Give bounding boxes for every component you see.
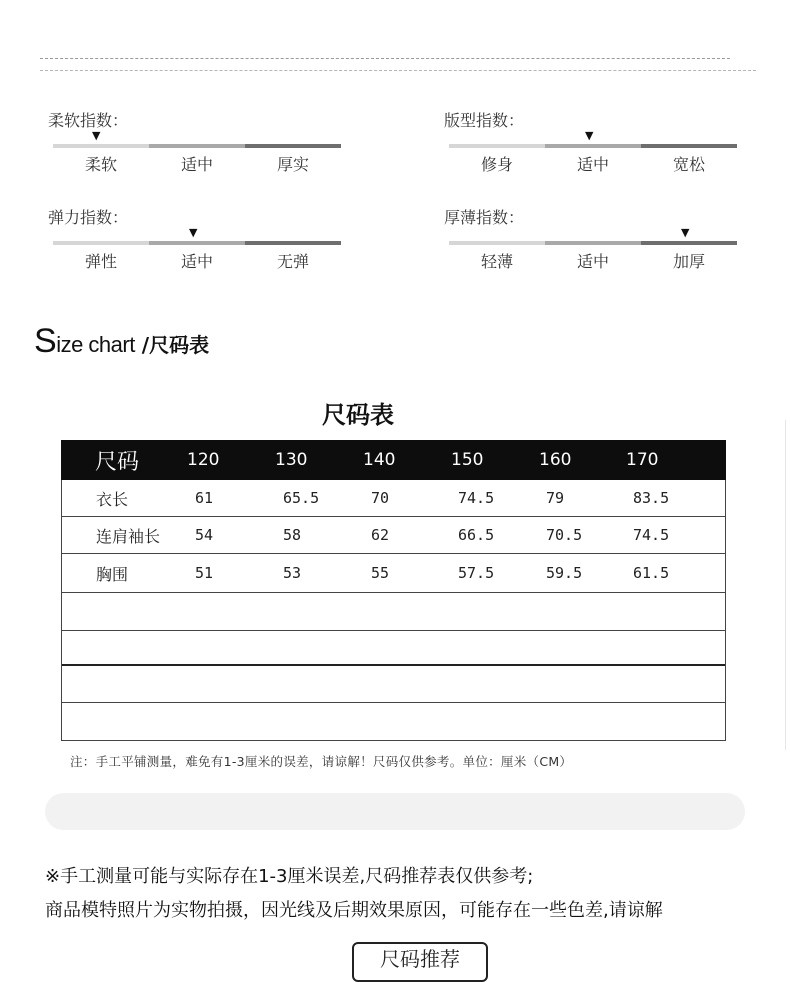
index-option: 弹性 <box>84 252 117 271</box>
size-table <box>61 440 726 741</box>
table-cell: 79 <box>546 489 565 507</box>
heading-chinese: 尺码表 <box>149 333 210 357</box>
index-option: 柔软 <box>84 155 117 174</box>
index-scale-bar <box>449 241 737 245</box>
index-scale-bar <box>53 144 341 148</box>
index-label: 柔软指数： <box>48 111 129 130</box>
dashed-divider-bottom <box>40 70 756 71</box>
index-option: 宽松 <box>672 155 705 174</box>
index-label: 弹力指数： <box>48 208 129 227</box>
index-label: 厚薄指数： <box>444 208 525 227</box>
table-cell: 58 <box>283 526 302 544</box>
elasticity-index <box>40 205 330 285</box>
table-row <box>62 593 725 631</box>
index-option: 厚实 <box>276 155 309 174</box>
header-cell: 130 <box>275 450 308 470</box>
remark-line: 商品模特照片为实物拍摄，因光线及后期效果原因，可能存在一些色差,请谅解 <box>45 900 663 921</box>
table-cell: 65.5 <box>283 489 320 507</box>
index-label: 版型指数： <box>444 111 525 130</box>
table-cell: 66.5 <box>458 526 495 544</box>
right-edge-line <box>785 420 790 750</box>
heading-slash: / <box>134 333 150 357</box>
index-option: 无弹 <box>276 252 309 271</box>
table-cell: 70 <box>371 489 390 507</box>
table-cell: 74.5 <box>458 489 495 507</box>
index-option: 适中 <box>576 155 609 174</box>
row-label: 衣长 <box>96 489 129 509</box>
heading-english: ize chart <box>56 332 135 357</box>
table-cell: 61.5 <box>633 564 670 582</box>
selected-marker-icon: ▼ <box>92 129 101 142</box>
size-recommend-button[interactable]: 尺码推荐 <box>352 942 488 982</box>
row-label: 连肩袖长 <box>96 526 161 546</box>
remark-line: ※手工测量可能与实际存在1-3厘米误差,尺码推荐表仅供参考; <box>45 866 534 887</box>
table-cell: 61 <box>195 489 214 507</box>
dashed-divider-top <box>40 58 730 59</box>
header-cell: 140 <box>363 450 396 470</box>
table-cell: 55 <box>371 564 390 582</box>
index-option: 适中 <box>576 252 609 271</box>
table-note: 注：手工平铺测量，难免有1-3厘米的误差，请谅解！尺码仅供参考。单位：厘米（CM） <box>70 754 573 769</box>
heading-initial: S <box>34 322 57 360</box>
index-scale-bar <box>449 144 737 148</box>
selected-marker-icon: ▼ <box>585 129 594 142</box>
table-cell: 57.5 <box>458 564 495 582</box>
index-scale-bar <box>53 241 341 245</box>
index-option: 修身 <box>480 155 513 174</box>
table-title: 尺码表 <box>322 401 394 429</box>
header-cell: 尺码 <box>95 449 140 475</box>
spacer-banner <box>45 793 745 830</box>
table-cell: 54 <box>195 526 214 544</box>
row-label: 胸围 <box>96 564 129 584</box>
index-option: 加厚 <box>672 252 705 271</box>
header-cell: 120 <box>187 450 220 470</box>
selected-marker-icon: ▼ <box>681 226 690 239</box>
table-header-row <box>61 440 726 480</box>
table-row <box>62 517 725 554</box>
table-body <box>61 480 726 741</box>
fit-index <box>436 108 726 188</box>
table-cell: 83.5 <box>633 489 670 507</box>
table-cell: 70.5 <box>546 526 583 544</box>
header-cell: 170 <box>626 450 659 470</box>
table-cell: 59.5 <box>546 564 583 582</box>
table-row <box>62 666 725 703</box>
index-option: 轻薄 <box>480 252 513 271</box>
table-cell: 74.5 <box>633 526 670 544</box>
table-cell: 51 <box>195 564 214 582</box>
table-cell: 62 <box>371 526 390 544</box>
softness-index <box>40 108 330 188</box>
table-row <box>62 480 725 517</box>
table-row <box>62 703 725 740</box>
header-cell: 160 <box>539 450 572 470</box>
index-option: 适中 <box>180 155 213 174</box>
table-cell: 53 <box>283 564 302 582</box>
size-chart-heading <box>34 322 209 361</box>
selected-marker-icon: ▼ <box>189 226 198 239</box>
header-cell: 150 <box>451 450 484 470</box>
table-row <box>62 554 725 593</box>
table-row <box>62 631 725 666</box>
index-option: 适中 <box>180 252 213 271</box>
thickness-index <box>436 205 726 285</box>
